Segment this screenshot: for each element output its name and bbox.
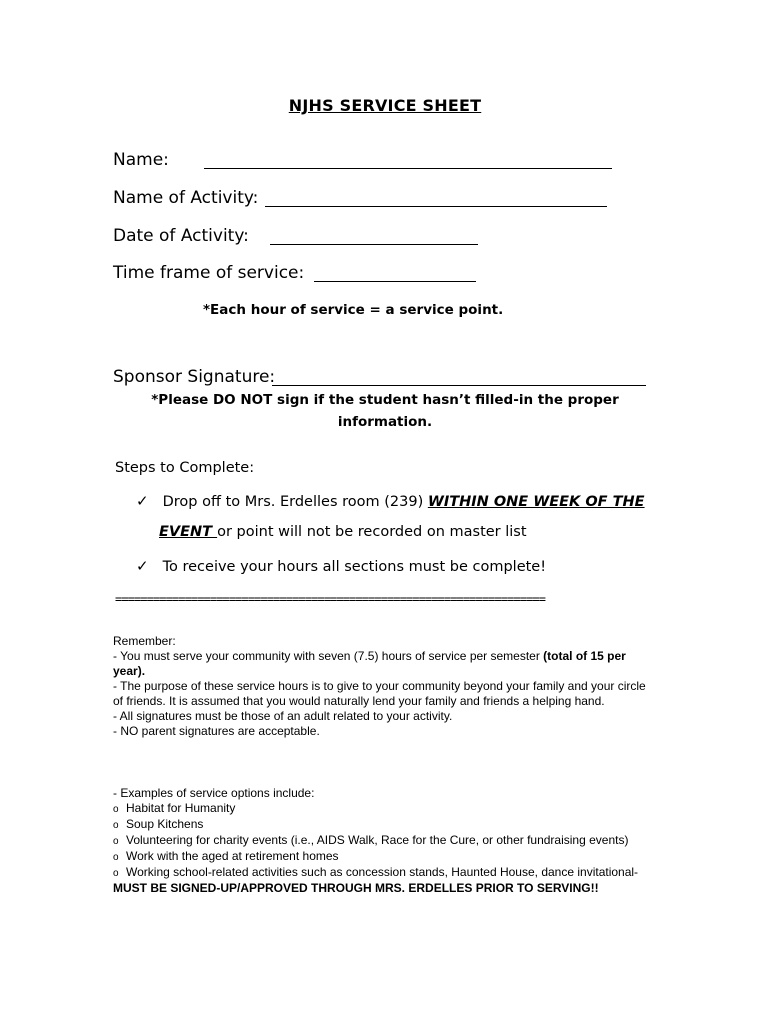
- divider: ====================================================================: [115, 592, 546, 606]
- step1-text-cont: or point will not be recorded on master list: [217, 524, 527, 540]
- example-item5-bold: MUST BE SIGNED-UP/APPROVED THROUGH MRS. ERDELLES PRIOR TO SERVING!!: [113, 881, 599, 895]
- step2-text: To receive your hours all sections must be complete!: [162, 559, 547, 575]
- name-label: Name:: [113, 150, 169, 170]
- step-item-continued: [159, 524, 527, 540]
- date-field-line[interactable]: [270, 244, 478, 245]
- bullet-icon: o: [113, 836, 119, 847]
- remember-line1-bold: (total of 15 per year).: [113, 649, 626, 678]
- step-item: [136, 557, 546, 575]
- step1-emphasis: WITHIN ONE WEEK OF THE: [427, 494, 645, 510]
- list-item: [113, 865, 658, 896]
- activity-label: Name of Activity:: [113, 188, 259, 208]
- step1-emphasis-cont: EVENT: [159, 524, 218, 540]
- example-item3: Volunteering for charity events (i.e., AIDS Walk, Race for the Cure, or other fundraising events): [126, 833, 629, 847]
- steps-heading: Steps to Complete:: [115, 460, 255, 476]
- do-not-sign-note-line1: *Please DO NOT sign if the student hasn’t filled-in the proper: [151, 392, 619, 408]
- remember-line3: - All signatures must be those of an adult related to your activity.: [113, 709, 453, 723]
- remember-line2: - The purpose of these service hours is to give to your community beyond your family and your circle of friends. It is assumed that you would naturally lend your family and friends a helping hand.: [113, 679, 646, 708]
- list-item: [113, 801, 658, 817]
- examples-section: [113, 786, 658, 896]
- bullet-icon: o: [113, 852, 119, 863]
- bullet-icon: o: [113, 868, 119, 879]
- date-label: Date of Activity:: [113, 226, 249, 246]
- check-icon: ✓: [136, 557, 149, 575]
- list-item: [113, 849, 658, 865]
- remember-line4: - NO parent signatures are acceptable.: [113, 724, 320, 738]
- timeframe-field-line[interactable]: [314, 281, 476, 282]
- service-point-note: *Each hour of service = a service point.: [203, 302, 504, 318]
- example-item4: Work with the aged at retirement homes: [126, 849, 339, 863]
- do-not-sign-note-line2: information.: [337, 414, 433, 430]
- remember-line1: [113, 649, 658, 679]
- check-icon: ✓: [136, 492, 149, 510]
- sponsor-signature-label: Sponsor Signature:: [113, 367, 276, 387]
- list-item: [113, 833, 658, 849]
- examples-heading: - Examples of service options include:: [113, 786, 315, 800]
- bullet-icon: o: [113, 804, 119, 815]
- name-field-line[interactable]: [204, 168, 612, 169]
- example-item1: Habitat for Humanity: [126, 801, 236, 815]
- page-title: NJHS SERVICE SHEET: [288, 96, 482, 115]
- activity-field-line[interactable]: [265, 206, 607, 207]
- remember-heading: Remember:: [113, 634, 176, 648]
- step-item: [136, 492, 645, 510]
- remember-line1-text: - You must serve your community with seven (7.5) hours of service per semester: [113, 649, 544, 663]
- sponsor-signature-line[interactable]: [272, 385, 646, 386]
- step1-text: Drop off to Mrs. Erdelles room (239): [162, 494, 428, 510]
- timeframe-label: Time frame of service:: [113, 263, 305, 283]
- remember-section: [113, 634, 658, 739]
- bullet-icon: o: [113, 820, 119, 831]
- example-item2: Soup Kitchens: [126, 817, 204, 831]
- example-item5-text: Working school-related activities such as concession stands, Haunted House, dance invitational-: [126, 865, 639, 879]
- list-item: [113, 817, 658, 833]
